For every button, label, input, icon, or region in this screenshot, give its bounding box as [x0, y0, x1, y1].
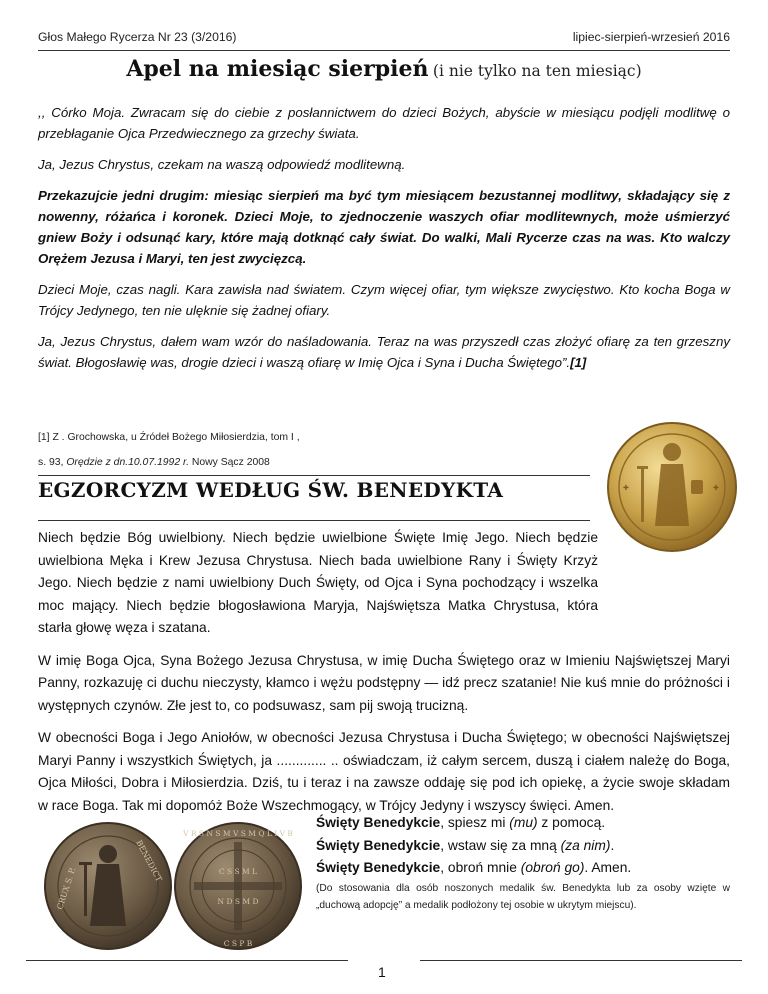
medal-back — [175, 823, 301, 949]
prayer-list — [316, 812, 631, 880]
prayer-saint-1: Święty Benedykcie — [316, 815, 441, 830]
usage-note: (Do stosowania dla osób noszonych medalik św. Benedykta lub za osoby wzięte w „duchową adopcję” a medalik podłożony tej osobie w ukrytym miejscu). — [316, 883, 730, 911]
bronze-medals-image — [42, 818, 304, 954]
apel-subtitle: (i nie tylko na ten miesiąc) — [432, 62, 642, 80]
apel-paragraph-2: Ja, Jezus Chrystus, czekam na waszą odpowiedź modlitewną. — [38, 157, 406, 172]
egzorcyzm-body — [38, 527, 730, 827]
prayer-text-2c: . — [610, 837, 615, 853]
prayer-text-3b: (obroń go) — [520, 860, 585, 875]
apel-title: Apel na miesiąc sierpień — [126, 56, 429, 82]
footnote-source: Orędzie z dn.10.07.1992 r. — [66, 457, 189, 468]
footnote-ref: [1] — [570, 355, 587, 370]
prayer-line-1 — [316, 812, 631, 835]
medal-front — [45, 823, 171, 949]
gold-medal-inscription-right: ✚ — [713, 484, 719, 492]
header-right: lipiec-sierpień-wrzesień 2016 — [572, 30, 730, 44]
footnote-page: s. 93, — [38, 457, 67, 468]
prayer-text-3c: . Amen. — [584, 860, 632, 875]
egzorcyzm-title: EGZORCYZM WEDŁUG ŚW. BENEDYKTA — [38, 478, 504, 502]
footnote-line-2 — [38, 457, 270, 468]
footnote-place: Nowy Sącz 2008 — [188, 457, 270, 468]
prayer-saint-3: Święty Benedykcie — [316, 860, 441, 875]
prayer-saint-2: Święty Benedykcie — [316, 837, 441, 853]
egzorcyzm-paragraph-2: W imię Boga Ojca, Syna Bożego Jezusa Chrystusa, w imię Ducha Świętego oraz w Imieniu Najświętszej Maryi Panny, rozkazuję ci duchu nieczysty, kłamco i wężu podstępny — idź precz szatanie! Nie kuś mnie do próżności i występnych czynów. Złe jest to, co podsuwasz, sam pij swoją trucizną. — [38, 652, 730, 713]
footer-divider-left — [26, 960, 348, 961]
medal-back-center-text: N D S M D — [217, 897, 259, 906]
gold-medal-image — [605, 420, 739, 554]
apel-title-row — [0, 56, 768, 82]
prayer-text-3a: , obroń mnie — [440, 860, 521, 875]
gold-medal-inscription-left: ✚ — [623, 484, 629, 492]
prayer-text-2b: (za nim) — [560, 837, 611, 853]
medal-front-text-right: BENEDICT — [134, 838, 164, 884]
apel-paragraph-3: Przekazujcie jedni drugim: miesiąc sierpień ma być tym miesiącem bezustannej modlitwy, składający się z nowenny, różańca i koronek. Dzieci Moje, to zjednoczenie waszych ofiar modlitewnych, może uśmierzyć gniew Boży i odsunąć kary, które mają dotknąć cały świat. Do walki, Mali Rycerze czas na was. Kto walczy Orężem Jezusa i Maryi, ten jest zwycięzcą. — [38, 188, 730, 266]
prayer-text-2a: , wstaw się za mną — [440, 837, 561, 853]
prayer-text-1c: z pomocą. — [537, 815, 606, 830]
apel-paragraph-1: ,, Córko Moja. Zwracam się do ciebie z posłannictwem do dzieci Bożych, abyście w miesiącu podjęli modlitwę o przebłaganie Ojca Przedwiecznego za grzechy świata. — [38, 105, 730, 141]
egzorcyzm-paragraph-1: Niech będzie Bóg uwielbiony. Niech będzie uwielbione Święte Imię Jego. Niech będzie uwielbiona Męka i Krew Jezusa Chrystusa. Niech bada uwielbione Rany i Święty Krzyż Jego. Niech będzie z nami uwielbiony Duch Święty, od Ojca i Syna pochodzący i wszelka moc mający. Niech będzie błogosławiona Maryja, Najświętsza Matka Chrystusa, która starła głowę węza i szatana. — [38, 530, 598, 635]
header-divider — [38, 50, 730, 51]
page-number: 1 — [378, 964, 386, 980]
footnote-divider — [38, 475, 590, 476]
footnote-line-1: [1] Z . Grochowska, u Źródeł Bożego Miłosierdzia, tom I , — [38, 432, 300, 443]
prayer-line-3 — [316, 857, 631, 880]
medal-back-ring-text: V R S N S M V S M Q L I V B — [183, 829, 293, 838]
apel-paragraph-4: Dzieci Moje, czas nagli. Kara zawisła nad światem. Czym więcej ofiar, tym większe zwycięstwo. Kto kocha Boga w Trójcy Jedynego, ten nie ulęknie się żadnej ofiary. — [38, 282, 730, 318]
medal-front-text-left: CRUX S. P. — [55, 866, 78, 911]
apel-paragraph-5 — [38, 331, 730, 373]
egzorcyzm-paragraph-3: W obecności Boga i Jego Aniołów, w obecności Jezusa Chrystusa i Ducha Świętego; w obecności Najświętszej Maryi Panny i wszystkich Świętych, ja ............. .. oświadczam, iż całym sercem, duszą i ciałem należę do Boga, Ojca Miłości, Dobra i Miłosierdzia. Dziś, tu i teraz i na zawsze oddaję się pod ich opiekę, a życie swoje składam w race Boga. Tak mi dopomóż Boże Wszechmogący, w Trójcy Jedyny i wszyscy święci. Amen. — [38, 730, 730, 813]
egzorcyzm-divider — [38, 520, 590, 521]
medal-back-inner-text: C S S M L — [218, 867, 258, 876]
apel-paragraph-5-text: Ja, Jezus Chrystus, dałem wam wzór do naśladowania. Teraz na was przyszedł czas złożyć ofiarę za ten grzeszny świat. Błogosławię was, drogie dzieci i waszą ofiarę w Imię Ojca i Syna i Ducha Świętego”. — [38, 334, 730, 370]
footer-divider-right — [420, 960, 742, 961]
prayer-text-1a: , spiesz mi — [440, 815, 510, 830]
medal-back-corner-text: C S P B — [223, 939, 253, 948]
header-left: Głos Małego Rycerza Nr 23 (3/2016) — [38, 30, 237, 44]
prayer-text-1b: (mu) — [509, 815, 538, 830]
prayer-line-2 — [316, 835, 631, 858]
apel-body — [38, 102, 730, 383]
